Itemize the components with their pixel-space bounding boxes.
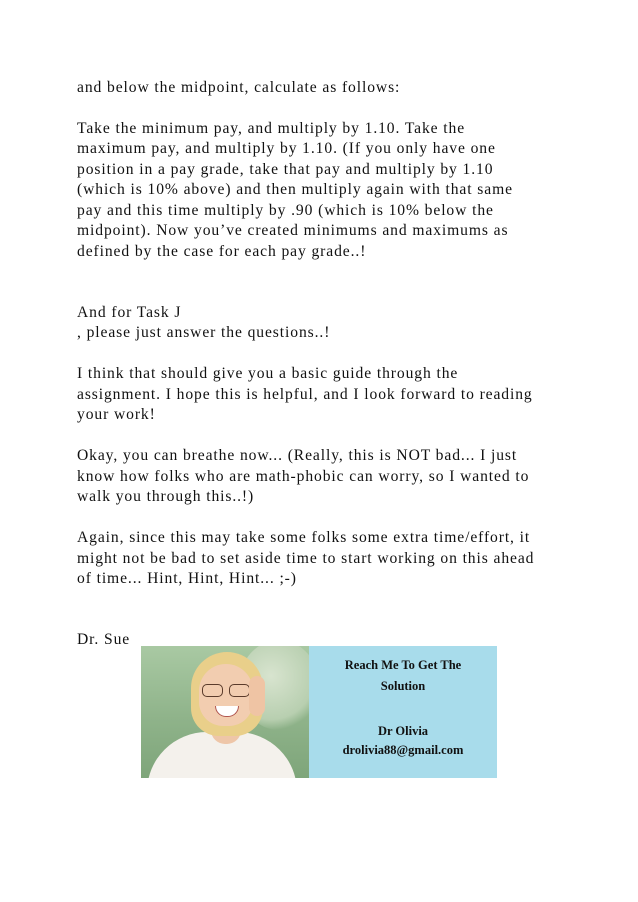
text-line: Take the minimum pay, and multiply by 1.10. Take the <box>77 120 466 137</box>
text-line: might not be bad to set aside time to start working on this ahead <box>77 550 535 567</box>
text-line: pay and this time multiply by .90 (which is 10% below the <box>77 202 494 219</box>
text-line: your work! <box>77 406 156 423</box>
contact-banner <box>141 646 497 778</box>
text-line: , please just answer the questions..! <box>77 324 331 341</box>
text-line: position in a pay grade, take that pay and multiply by 1.10 <box>77 161 494 178</box>
signature-line: Dr. Sue <box>77 631 131 648</box>
glasses-icon <box>202 684 250 696</box>
text-line: Again, since this may take some folks some extra time/effort, it <box>77 529 531 546</box>
text-line: (which is 10% above) and then multiply again with that same <box>77 181 513 198</box>
text-line: Okay, you can breathe now... (Really, this is NOT bad... I just <box>77 447 518 464</box>
text-line: midpoint). Now you’ve created minimums and maximums as <box>77 222 509 239</box>
text-line: defined by the case for each pay grade..! <box>77 243 367 260</box>
contact-name: Dr Olivia <box>377 724 429 738</box>
contact-info-panel <box>309 646 497 778</box>
text-line: maximum pay, and multiply by 1.10. (If you only have one <box>77 140 496 157</box>
banner-heading: Reach Me To Get The <box>344 658 462 672</box>
text-line: of time... Hint, Hint, Hint... ;-) <box>77 570 297 587</box>
text-line: and below the midpoint, calculate as follows: <box>77 79 401 96</box>
text-line: know how folks who are math-phobic can worry, so I wanted to <box>77 468 530 485</box>
contact-email[interactable]: drolivia88@gmail.com <box>342 743 464 757</box>
woman-photo <box>141 646 309 778</box>
text-line: assignment. I hope this is helpful, and I look forward to reading <box>77 386 533 403</box>
text-line: And for Task J <box>77 304 182 321</box>
banner-subheading: Solution <box>380 679 426 693</box>
text-line: walk you through this..!) <box>77 488 255 505</box>
text-line: I think that should give you a basic guide through the <box>77 365 459 382</box>
